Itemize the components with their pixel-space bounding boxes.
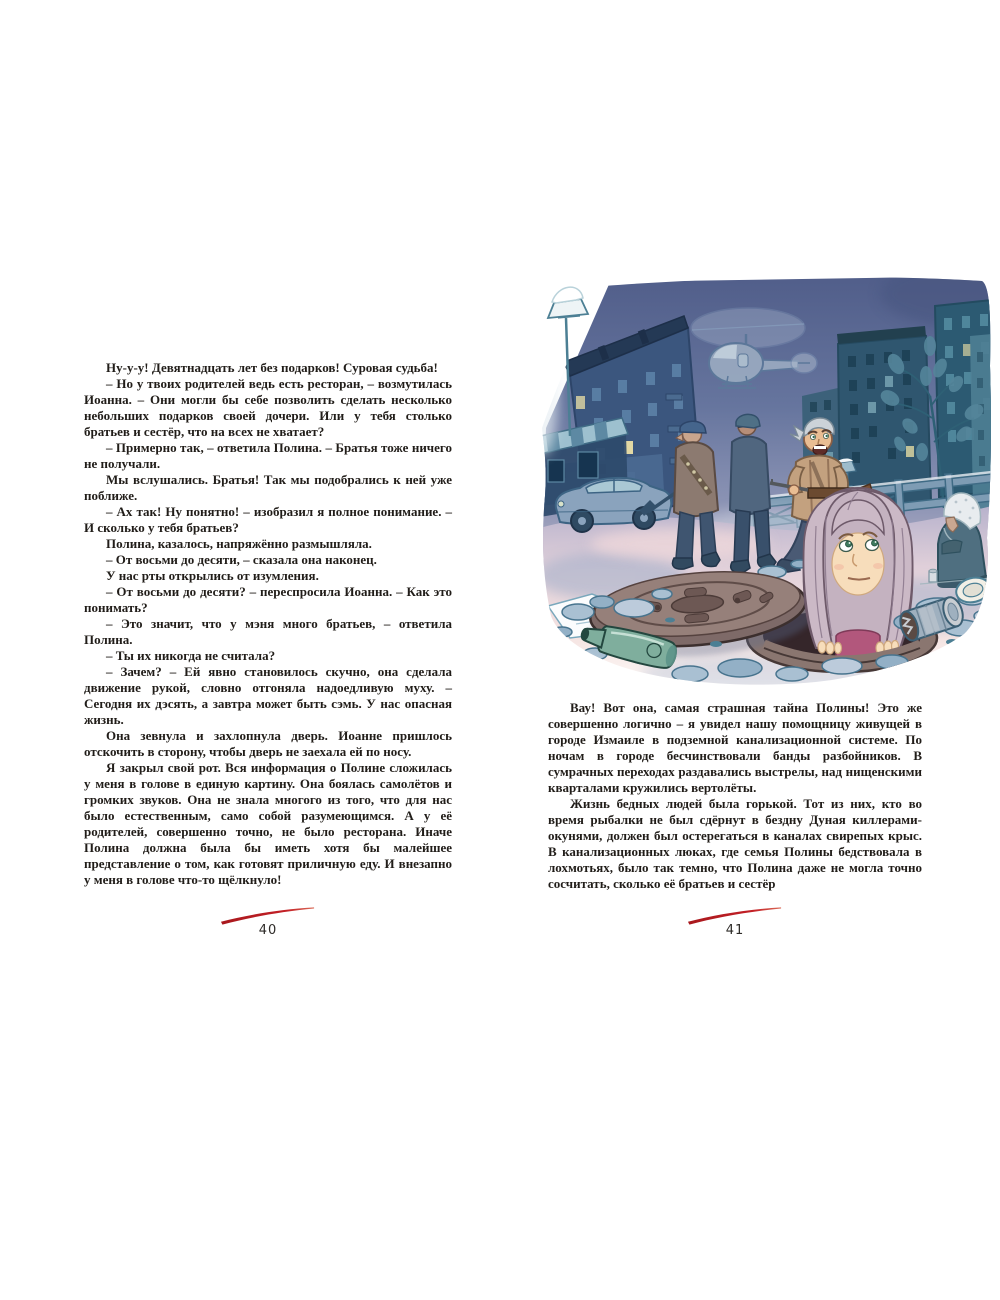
paragraph: У нас рты открылись от изумления.	[106, 568, 319, 583]
paragraph: Вау! Вот она, самая страшная тайна Полины! Это же совершенно логично – я увидел нашу помощницу живущей в городе Измаиле в подземной канализационной системе. По ночам в городе бесчинствовали банды разбойников. В сумрачных переходах раздавались выстрелы, над нищенскими кварталами кружились вертолёты.	[548, 700, 922, 795]
girl-in-manhole	[804, 488, 913, 660]
paragraph: Полина, казалось, напряжённо размышляла.	[106, 536, 372, 551]
left-page-text	[84, 360, 452, 888]
paragraph: Ну-у-у! Девятнадцать лет без подарков! Суровая судьба!	[106, 360, 438, 375]
paragraph: – Ты их никогда не считала?	[106, 648, 276, 663]
paragraph: – Зачем? – Ей явно становилось скучно, она сделала движение рукой, словно отгоняла надоедливую муху. – Сегодня их дэсять, а завтра может быть сэмь. У нас опасная жизнь.	[84, 664, 452, 727]
paragraph: Я закрыл свой рот. Вся информация о Полине сложилась у меня в голове в единую картину. Она боялась самолётов и громких звуков. Она не знала многого из того, что для нас было естественным, само собой разумеющимся. А у её родителей, совершенно точно, не было ресторана. Иначе Полина должна была бы иметь хотя бы малейшее представление о том, как готовят приличную еду. И внезапно у меня в голове что-то щёлкнуло!	[84, 760, 452, 887]
right-page-text	[548, 700, 922, 892]
street-scene-illustration	[540, 276, 992, 690]
paragraph: – От восьми до десяти, – сказала она наконец.	[106, 552, 377, 567]
page-number-right: 41	[725, 923, 745, 938]
left-page-footer	[84, 906, 452, 938]
paragraph: Мы вслушались. Братья! Так мы подобрались к ней уже поближе.	[84, 472, 452, 503]
paragraph: – Это значит, что у мэня много братьев, – ответила Полина.	[84, 616, 452, 647]
paragraph: Она зевнула и захлопнула дверь. Иоанне пришлось отскочить в сторону, чтобы дверь не заехала ей по носу.	[84, 728, 452, 759]
paragraph: – Примерно так, – ответила Полина. – Братья тоже ничего не получали.	[84, 440, 452, 471]
paragraph: – Но у твоих родителей ведь есть ресторан, – возмутилась Иоанна. – Они могли бы себе позволить сделать несколько небольших подарков своей дочери. Или у тебя столько братьев и сестёр, что на всех не хватает?	[84, 376, 452, 439]
paragraph: – Ах так! Ну понятно! – изобразил я полное понимание. – И сколько у тебя братьев?	[84, 504, 452, 535]
cigarette-butt	[936, 666, 955, 682]
page-number-left: 40	[258, 923, 278, 938]
paragraph: – От восьми до десяти? – переспросила Иоанна. – Как это понимать?	[84, 584, 452, 615]
right-page-footer	[548, 906, 922, 938]
paragraph: Жизнь бедных людей была горькой. Тот из них, кто во время рыбалки не был сдёрнут в бездну Дуная киллерами-окунями, должен был остерегаться в каналах свирепых крыс. В канализационных люках, где семья Полины бедствовала в лохмотьях, было так темно, что Полина даже не могла точно сосчитать, сколько её братьев и сестёр	[548, 796, 922, 891]
